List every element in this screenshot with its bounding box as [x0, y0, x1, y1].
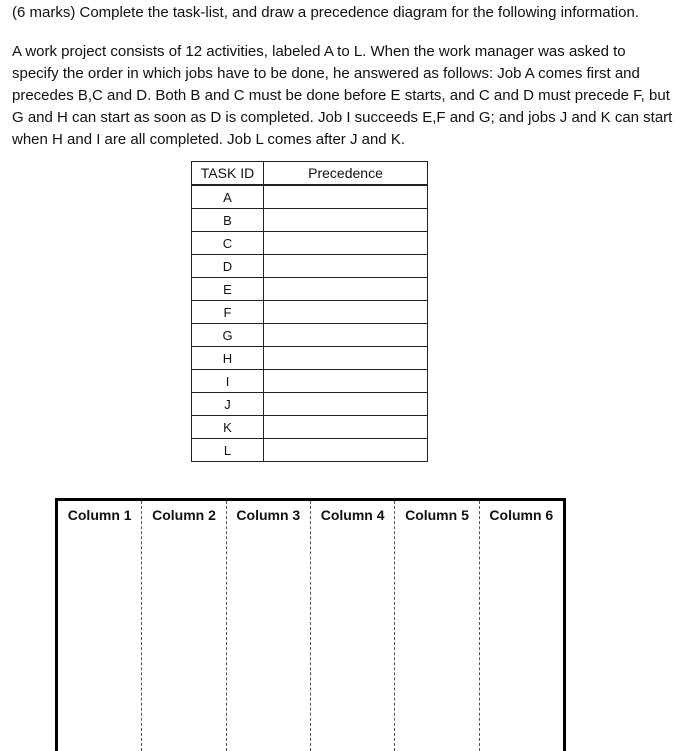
- table-row: [192, 232, 428, 255]
- table-row: [192, 370, 428, 393]
- precedence-header: Precedence: [264, 162, 428, 186]
- precedence-cell[interactable]: [264, 393, 428, 416]
- precedence-cell[interactable]: [264, 209, 428, 232]
- precedence-cell[interactable]: [264, 324, 428, 347]
- diagram-column-5[interactable]: [394, 501, 478, 751]
- table-row: [192, 185, 428, 209]
- task-id-cell: B: [192, 209, 264, 232]
- precedence-diagram-grid: [55, 498, 566, 751]
- task-id-cell: A: [192, 185, 264, 209]
- precedence-cell[interactable]: [264, 347, 428, 370]
- precedence-cell[interactable]: [264, 255, 428, 278]
- diagram-column-4[interactable]: [310, 501, 394, 751]
- precedence-cell[interactable]: [264, 301, 428, 324]
- question-heading: (6 marks) Complete the task-list, and draw a precedence diagram for the following information.: [12, 4, 639, 21]
- column-label: Column 5: [405, 507, 469, 523]
- task-id-cell: E: [192, 278, 264, 301]
- task-id-cell: K: [192, 416, 264, 439]
- precedence-cell[interactable]: [264, 370, 428, 393]
- column-label: Column 2: [152, 507, 216, 523]
- precedence-cell[interactable]: [264, 232, 428, 255]
- paragraph-line: precedes B,C and D. Both B and C must be done before E starts, and C and D must precede F, but: [12, 87, 670, 104]
- task-id-cell: G: [192, 324, 264, 347]
- precedence-cell[interactable]: [264, 185, 428, 209]
- table-row: [192, 255, 428, 278]
- precedence-cell[interactable]: [264, 439, 428, 462]
- precedence-cell[interactable]: [264, 278, 428, 301]
- column-label: Column 3: [236, 507, 301, 523]
- table-row: [192, 324, 428, 347]
- table-row: [192, 393, 428, 416]
- task-id-cell: L: [192, 439, 264, 462]
- task-id-cell: F: [192, 301, 264, 324]
- paragraph-line: G and H can start as soon as D is completed. Job I succeeds E,F and G; and jobs J and K can start: [12, 109, 673, 126]
- diagram-column-2[interactable]: [141, 501, 225, 751]
- diagram-column-6[interactable]: [479, 501, 563, 751]
- table-row: [192, 209, 428, 232]
- paragraph-line: specify the order in which jobs have to be done, he answered as follows: Job A comes first and: [12, 65, 640, 82]
- table-header-row: [192, 162, 428, 186]
- paragraph-line: when H and I are all completed. Job L comes after J and K.: [12, 131, 405, 148]
- task-id-header: TASK ID: [192, 162, 264, 186]
- question-paragraph: [12, 41, 676, 151]
- task-id-cell: J: [192, 393, 264, 416]
- task-list-table: [191, 161, 428, 462]
- diagram-column-3[interactable]: [226, 501, 310, 751]
- column-label: Column 4: [320, 507, 385, 523]
- paragraph-line: A work project consists of 12 activities, labeled A to L. When the work manager was asked to: [12, 43, 626, 60]
- diagram-column-1[interactable]: [58, 501, 141, 751]
- task-id-cell: C: [192, 232, 264, 255]
- table-row: [192, 278, 428, 301]
- task-id-cell: D: [192, 255, 264, 278]
- column-label: Column 1: [67, 507, 132, 523]
- table-row: [192, 439, 428, 462]
- task-id-cell: H: [192, 347, 264, 370]
- table-row: [192, 347, 428, 370]
- task-id-cell: I: [192, 370, 264, 393]
- table-row: [192, 416, 428, 439]
- column-label: Column 6: [489, 507, 554, 523]
- precedence-cell[interactable]: [264, 416, 428, 439]
- table-row: [192, 301, 428, 324]
